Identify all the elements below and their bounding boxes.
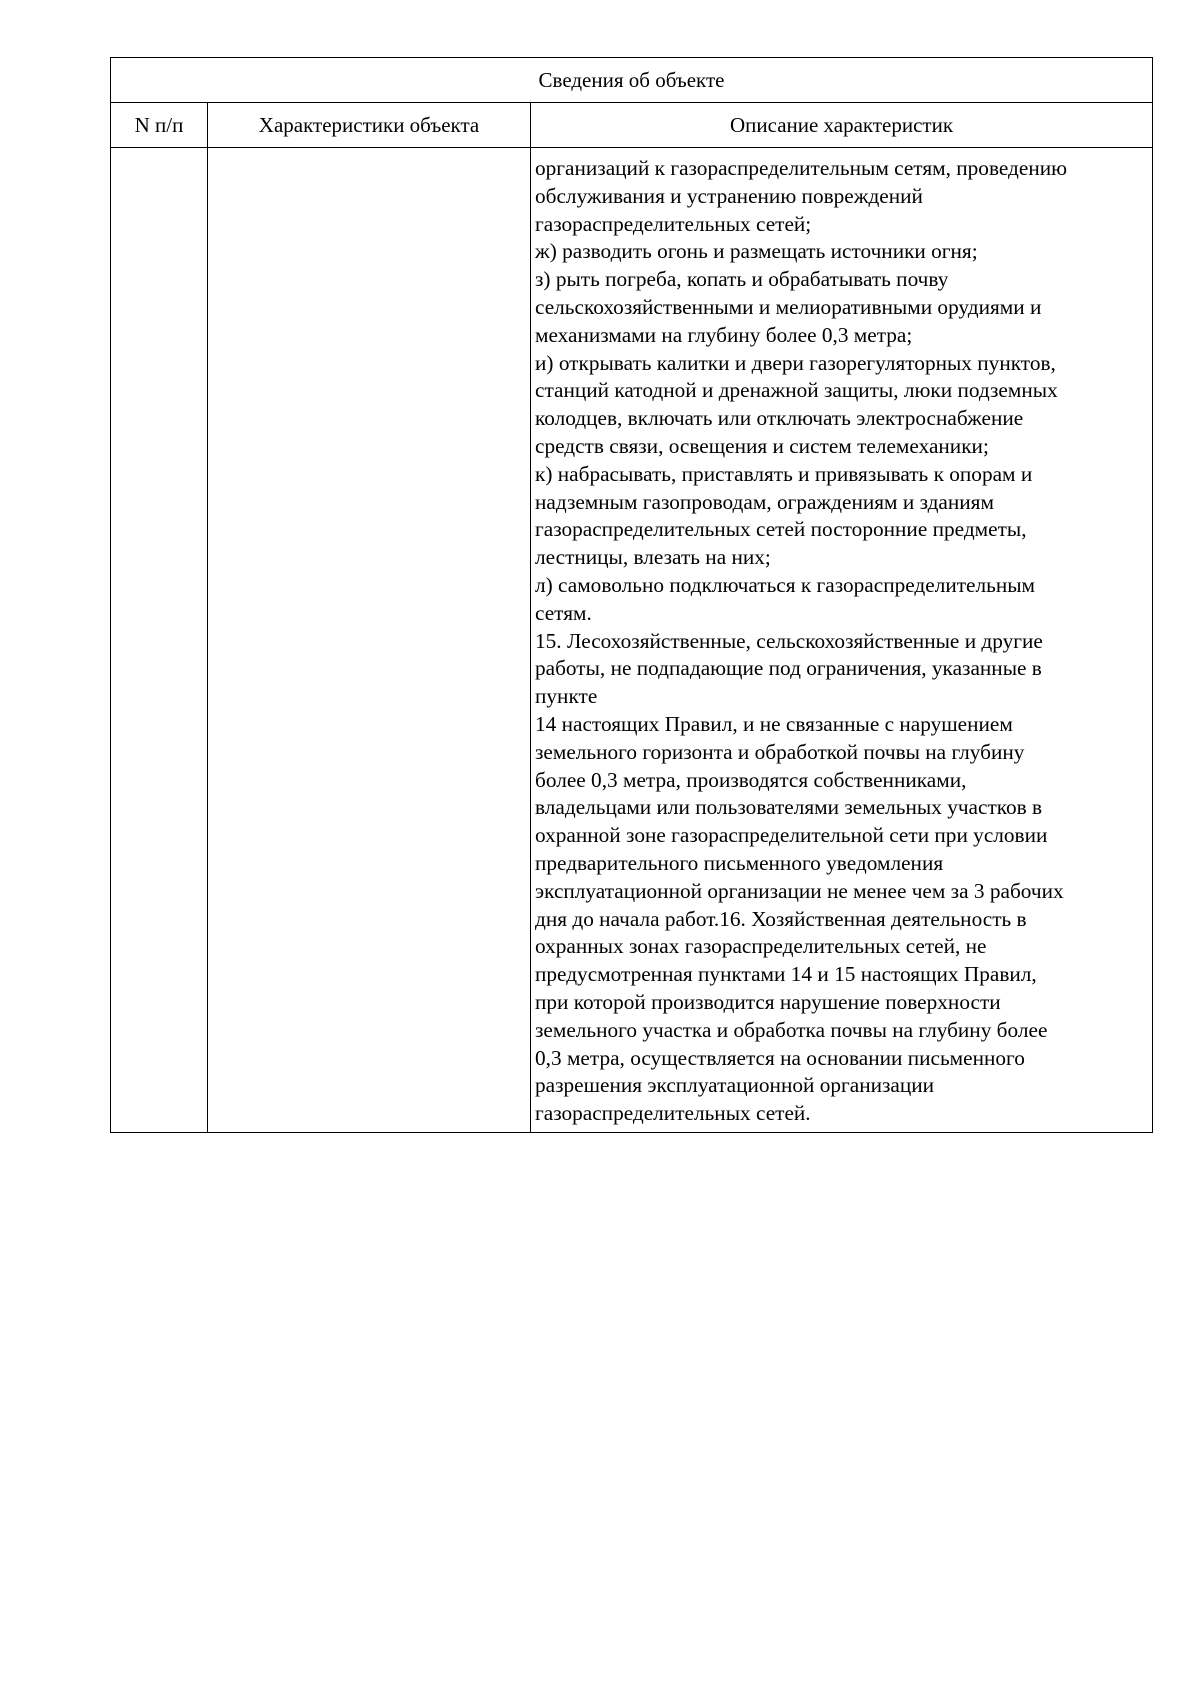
description-line: газораспределительных сетей;	[535, 211, 812, 236]
description-line: сетям.	[535, 600, 592, 625]
table-title: Сведения об объекте	[111, 58, 1153, 103]
table-title-row	[111, 58, 1153, 103]
description-line: при которой производится нарушение поверхности	[535, 989, 1001, 1014]
description-line: сельскохозяйственными и мелиоративными орудиями и	[535, 294, 1042, 319]
description-line: надземным газопроводам, ограждениям и зданиям	[535, 489, 994, 514]
description-line: 15. Лесохозяйственные, сельскохозяйственные и другие	[535, 628, 1043, 653]
description-line: газораспределительных сетей посторонние предметы,	[535, 517, 1027, 542]
description-line: 14 настоящих Правил, и не связанные с нарушением	[535, 711, 1013, 736]
description-line: пункте	[535, 684, 598, 709]
description-line: 0,3 метра, осуществляется на основании письменного	[535, 1045, 1025, 1070]
description-line: л) самовольно подключаться к газораспределительным	[535, 572, 1036, 597]
description-line: предусмотренная пунктами 14 и 15 настоящих Правил,	[535, 962, 1037, 987]
description-line: лестницы, влезать на них;	[535, 545, 771, 570]
description-line: механизмами на глубину более 0,3 метра;	[535, 322, 913, 347]
description-line: земельного участка и обработка почвы на глубину более	[535, 1017, 1048, 1042]
description-line: работы, не подпадающие под ограничения, указанные в	[535, 656, 1042, 681]
row-description-cell	[531, 148, 1153, 1133]
description-line: з) рыть погреба, копать и обрабатывать почву	[535, 267, 949, 292]
description-line: станций катодной и дренажной защиты, люки подземных	[535, 378, 1058, 403]
description-line: газораспределительных сетей.	[535, 1101, 811, 1126]
header-number: N п/п	[111, 103, 208, 148]
description-line: организаций к газораспределительным сетям, проведению	[535, 156, 1068, 180]
description-line: ж) разводить огонь и размещать источники огня;	[535, 239, 978, 264]
object-info-table	[110, 57, 1153, 1133]
description-line: эксплуатационной организации не менее чем за 3 рабочих	[535, 878, 1064, 903]
description-line: обслуживания и устранению повреждений	[535, 183, 923, 208]
description-line: охранной зоне газораспределительной сети при условии	[535, 823, 1048, 848]
description-line: более 0,3 метра, производятся собственниками,	[535, 767, 967, 792]
description-text	[535, 155, 1148, 1128]
description-line: дня до начала работ.16. Хозяйственная деятельность в	[535, 906, 1027, 931]
description-line: к) набрасывать, приставлять и привязывать к опорам и	[535, 461, 1033, 486]
description-line: и) открывать калитки и двери газорегуляторных пунктов,	[535, 350, 1056, 375]
table-row	[111, 148, 1153, 1133]
description-line: земельного горизонта и обработкой почвы на глубину	[535, 739, 1025, 764]
description-line: охранных зонах газораспределительных сетей, не	[535, 934, 987, 959]
row-characteristic-cell	[208, 148, 531, 1133]
description-line: разрешения эксплуатационной организации	[535, 1073, 935, 1098]
header-description: Описание характеристик	[531, 103, 1153, 148]
description-line: предварительного письменного уведомления	[535, 850, 944, 875]
header-characteristics: Характеристики объекта	[208, 103, 531, 148]
description-line: владельцами или пользователями земельных участков в	[535, 795, 1043, 820]
row-number-cell	[111, 148, 208, 1133]
description-line: колодцев, включать или отключать электроснабжение	[535, 406, 1024, 431]
table-header-row	[111, 103, 1153, 148]
description-line: средств связи, освещения и систем телемеханики;	[535, 433, 989, 458]
